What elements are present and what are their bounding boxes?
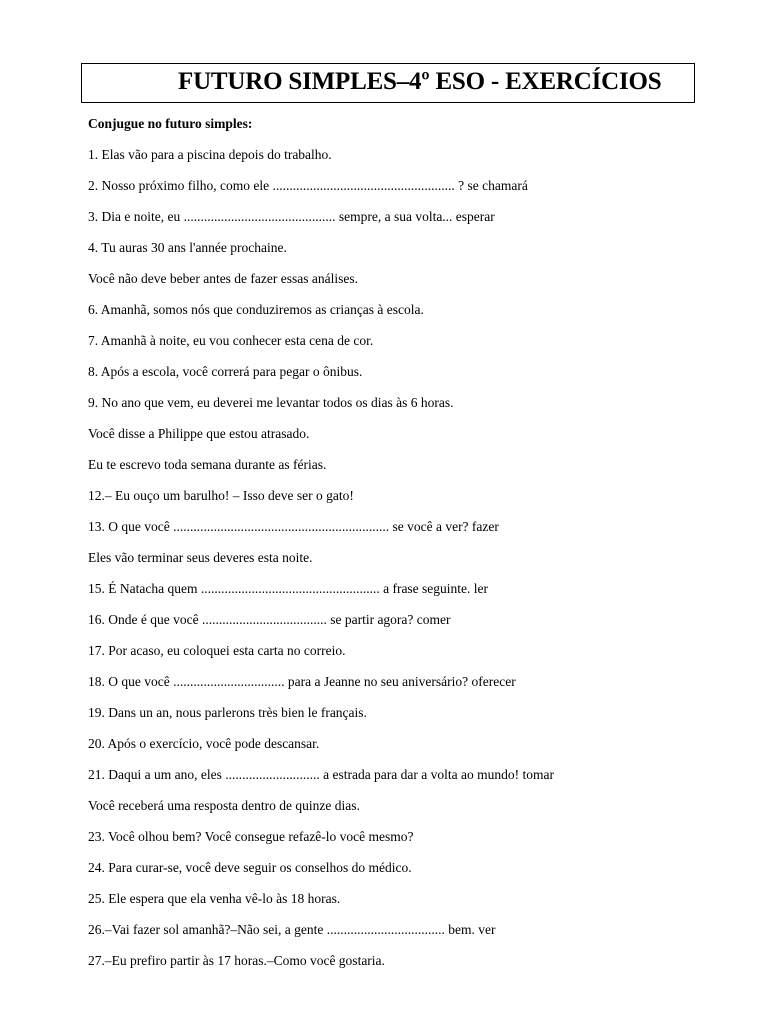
exercise-line: 27.–Eu prefiro partir às 17 horas.–Como você gostaria. <box>88 953 385 968</box>
exercise-line: 12.– Eu ouço um barulho! – Isso deve ser o gato! <box>88 488 354 503</box>
exercise-line: 26.–Vai fazer sol amanhã?–Não sei, a gente ................................... bem. ver <box>88 922 496 937</box>
exercise-line: 8. Após a escola, você correrá para pegar o ônibus. <box>88 364 363 379</box>
exercise-line: 9. No ano que vem, eu deverei me levantar todos os dias às 6 horas. <box>88 395 454 410</box>
exercise-line: Você disse a Philippe que estou atrasado. <box>88 426 310 441</box>
exercise-line: 18. O que você ................................. para a Jeanne no seu aniversário? oferecer <box>88 674 516 689</box>
exercise-line: 25. Ele espera que ela venha vê-lo às 18 horas. <box>88 891 341 906</box>
exercise-line: 13. O que você ................................................................ se você a ver? fazer <box>88 519 499 534</box>
exercise-line: Eu te escrevo toda semana durante as férias. <box>88 457 327 472</box>
page-title: FUTURO SIMPLES–4º ESO - EXERCÍCIOS <box>178 68 662 95</box>
instructions-heading: Conjugue no futuro simples: <box>88 116 253 131</box>
exercise-line: 15. É Natacha quem ..................................................... a frase seguinte. ler <box>88 581 489 596</box>
exercise-line: 16. Onde é que você ..................................... se partir agora? comer <box>88 612 451 627</box>
exercise-line: 23. Você olhou bem? Você consegue refazê-lo você mesmo? <box>88 829 414 844</box>
exercise-line: 3. Dia e noite, eu ............................................. sempre, a sua volta... esperar <box>88 209 495 224</box>
exercise-line: 6. Amanhã, somos nós que conduziremos as crianças à escola. <box>88 302 424 317</box>
exercise-line: 1. Elas vão para a piscina depois do trabalho. <box>88 147 332 162</box>
exercise-line: 2. Nosso próximo filho, como ele ...................................................... ? se chamará <box>88 178 528 193</box>
exercise-line: 4. Tu auras 30 ans l'année prochaine. <box>88 240 287 255</box>
exercise-line: 19. Dans un an, nous parlerons très bien le français. <box>88 705 367 720</box>
exercise-line: 20. Após o exercício, você pode descansar. <box>88 736 320 751</box>
exercise-line: 24. Para curar-se, você deve seguir os conselhos do médico. <box>88 860 412 875</box>
exercise-line: 7. Amanhã à noite, eu vou conhecer esta cena de cor. <box>88 333 374 348</box>
exercise-line: Eles vão terminar seus deveres esta noite. <box>88 550 313 565</box>
exercise-line: 21. Daqui a um ano, eles ............................ a estrada para dar a volta ao mundo! tomar <box>88 767 554 782</box>
exercise-list <box>88 146 554 983</box>
exercise-line: 17. Por acaso, eu coloquei esta carta no correio. <box>88 643 346 658</box>
exercise-line: Você não deve beber antes de fazer essas análises. <box>88 271 358 286</box>
exercise-line: Você receberá uma resposta dentro de quinze dias. <box>88 798 360 813</box>
